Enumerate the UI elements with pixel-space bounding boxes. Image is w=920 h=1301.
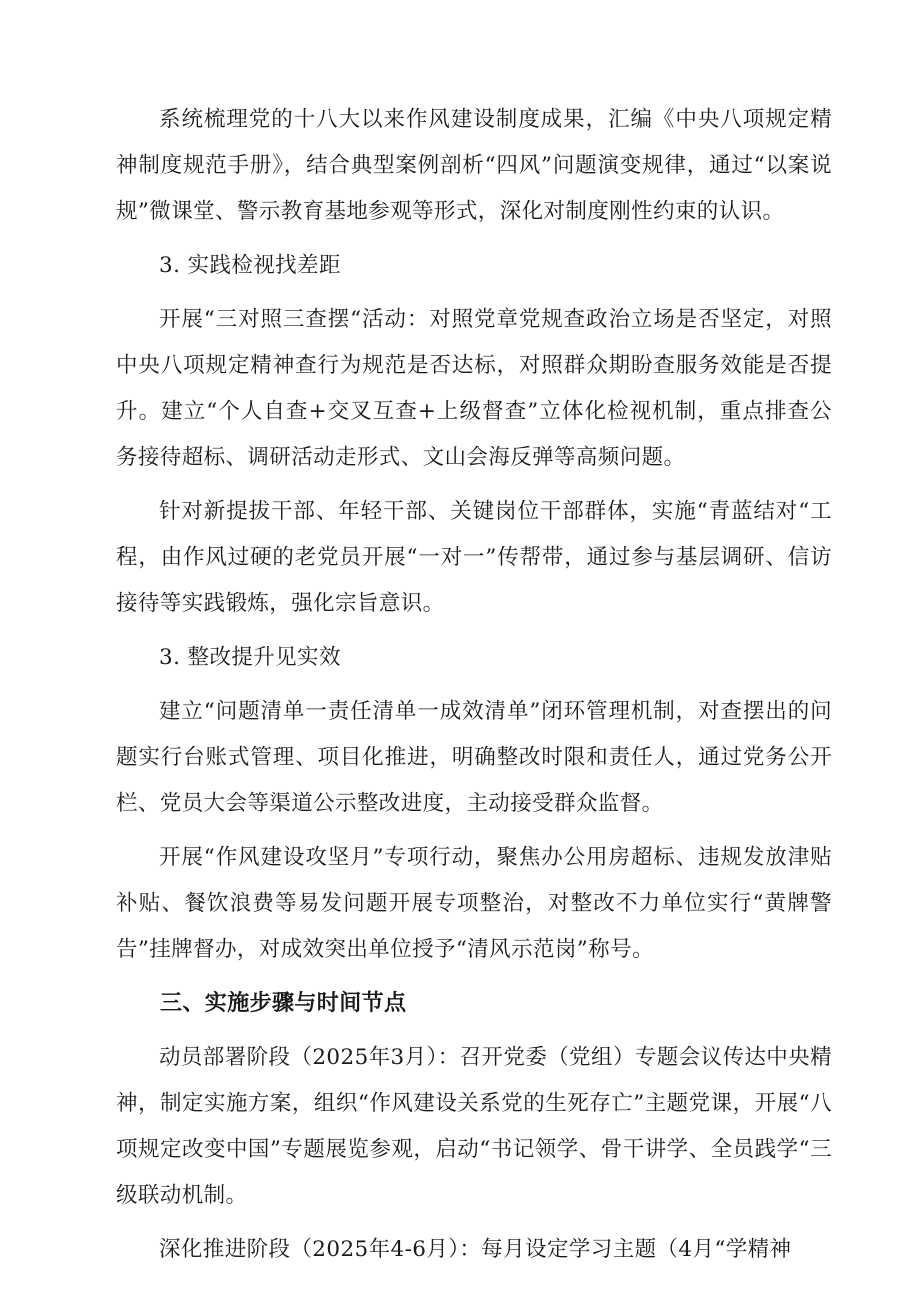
paragraph-special-action: 开展“作风建设攻坚月”专项行动，聚焦办公用房超标、违规发放津贴补贴、餐饮浪费等易发问题开展专项整治，对整改不力单位实行“黄牌警告”挂牌督办，对成效突出单位授予“清风示范岗”称号。 [116, 845, 832, 962]
subheading-rectification: 3. 整改提升见实效 [159, 645, 341, 670]
paragraph-system-review: 系统梳理党的十八大以来作风建设制度成果，汇编《中央八项规定精神制度规范手册》，结合典型案例剖析“四风”问题演变规律，通过“以案说规”微课堂、警示教育基地参观等形式，深化对制度刚性约束的认识。 [116, 107, 832, 224]
paragraph-closed-loop: 建立“问题清单一责任清单一成效清单”闭环管理机制，对查摆出的问题实行台账式管理、项目化推进，明确整改时限和责任人，通过党务公开栏、党员大会等渠道公示整改进度，主动接受群众监督。 [116, 699, 832, 816]
subheading-practice-review: 3. 实践检视找差距 [159, 253, 341, 278]
paragraph-deepening: 深化推进阶段（2025年4-6月）：每月设定学习主题（4月“学精神 [159, 1237, 792, 1262]
section-heading-steps: 三、实施步骤与时间节点 [160, 991, 407, 1016]
paragraph-three-contrasts: 开展“三对照三查摆“活动：对照党章党规查政治立场是否坚定，对照中央八项规定精神查行为规范是否达标，对照群众期盼查服务效能是否提升。建立“个人自查+交叉互查+上级督查”立体化检视机制，重点排查公务接待超标、调研活动走形式、文山会海反弹等高频问题。 [116, 307, 832, 470]
paragraph-mobilization: 动员部署阶段（2025年3月）：召开党委（党组）专题会议传达中央精神，制定实施方案，组织“作风建设关系党的生死存亡”主题党课，开展“八项规定改变中国”专题展览参观，启动“书记领学、骨干讲学、全员践学“三级联动机制。 [116, 1045, 832, 1208]
document-page [116, 97, 832, 1281]
paragraph-young-cadres: 针对新提拔干部、年轻干部、关键岗位干部群体，实施“青蓝结对“工程，由作风过硬的老党员开展“一对一”传帮带，通过参与基层调研、信访接待等实践锻炼，强化宗旨意识。 [116, 499, 832, 616]
